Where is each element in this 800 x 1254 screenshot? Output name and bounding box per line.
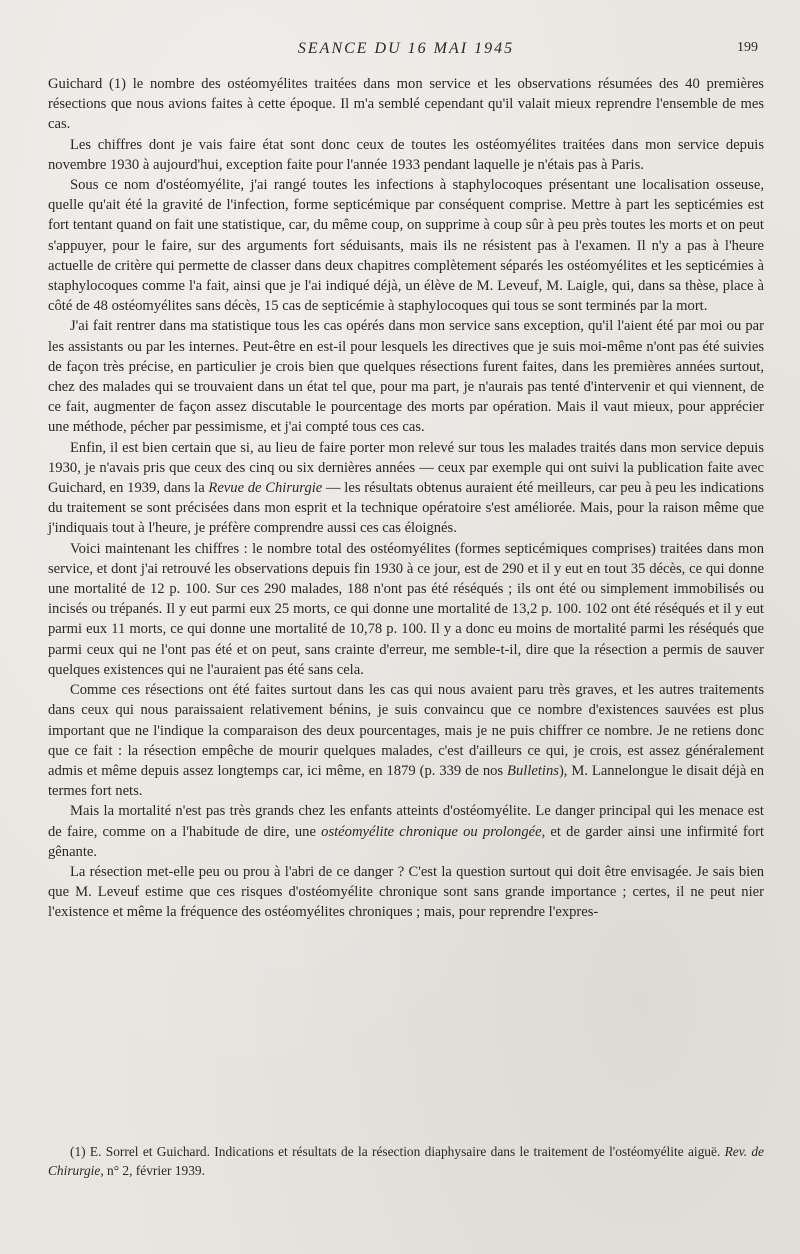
- bulletins-title: Bulletins: [507, 762, 559, 779]
- paragraph-6: Voici maintenant les chiffres : le nombre total des ostéomyélites (formes septicémiques comprises) traitées dans mon service, et dont j'ai retrouvé les observations depuis fin 1930 à ce jour, est de 290 et il y eut en tout 35 décès, ce qui donne une mortalité de 12 p. 100. Sur ces 290 malades, 188 n'ont pas été réséqués ; ils ont été ou simplement immobilisés ou incisés ou trépanés. Il y eut parmi eux 25 morts, ce qui donne une mortalité de 13,2 p. 100. 102 ont été réséqués et il y eut parmi eux 11 morts, ce qui donne une mortalité de 10,78 p. 100. Il y a donc eu moins de mortalité parmi les réséqués que parmi ceux qui ne l'ont pas été et on peut, sans crainte d'erreur, me semble-t-il, dire que la résection a permis de sauver quelques existences qui ne l'auraient pas été sans cela.: [48, 540, 764, 678]
- running-head: [48, 38, 764, 62]
- paragraph-2: Les chiffres dont je vais faire état sont donc ceux de toutes les ostéomyélites traitées dans mon service depuis novembre 1930 à aujourd'hui, exception faite pour l'année 1933 pendant laquelle je n'étais pas à Paris.: [48, 136, 764, 173]
- body-text: [48, 74, 764, 923]
- paragraph-5-text-a: Enfin, il est bien certain que si, au lieu de faire porter mon relevé sur tous les malades traités dans mon service depuis 1930, je n'avais pris que ceux des cinq ou six dernières années — ceux par exemple qui ont suivi la publication faite avec Guichard, en 1939, dans la: [48, 439, 764, 497]
- italic-term: ostéomyélite chronique ou prolongée: [321, 823, 542, 840]
- running-title: SEANCE DU 16 MAI 1945: [297, 40, 515, 57]
- footnote-text-b: , n° 2, février 1939.: [100, 1163, 205, 1178]
- paragraph-1: Guichard (1) le nombre des ostéomyélites traitées dans mon service et les observations résumées des 40 premières résections que nous avions faites à cette époque. Il m'a semblé cependant qu'il valait mieux reprendre l'ensemble de mes cas.: [48, 76, 764, 133]
- journal-title: Revue de Chirurgie: [208, 480, 323, 497]
- footnote-journal: Rev. de Chirurgie: [48, 1144, 765, 1178]
- paragraph-9: La résection met-elle peu ou prou à l'abri de ce danger ? C'est la question surtout qui doit être envisagée. Je sais bien que M. Leveuf estime que ces risques d'ostéomyélite chronique sont sans grande importance ; certes, il ne peut nier l'existence et même la fréquence des ostéomyélites chroniques ; mais, pour reprendre l'expres-: [48, 863, 764, 921]
- paragraph-8-text-a: Mais la mortalité n'est pas très grands chez les enfants atteints d'ostéomyélite. Le danger principal qui les menace est de faire, comme on a l'habitude de dire, une: [48, 803, 764, 840]
- footnote: [48, 1142, 764, 1180]
- page-number: 199: [737, 40, 758, 55]
- paragraph-5: [48, 438, 764, 539]
- paragraph-7-text-a: Comme ces résections ont été faites surtout dans les cas qui nous avaient paru très graves, et les autres traitements dans ceux qui nous paraissaient relativement bénins, je suis convaincu que ce nombre d'existences sauvées est plus important que ne l'indique la comparaison des deux pourcentages, mais je ne puis chiffrer ce nombre. Je ne retiens donc que ce fait : la résection empêche de mourir quelques malades, c'est d'ailleurs ce qui, je crois, est assez généralement admis et même depuis assez longtemps car, ici même, en 1879 (p. 339 de nos: [48, 682, 764, 779]
- paragraph-7-text-b: ), M. Lannelongue le disait déjà en termes fort nets.: [48, 762, 765, 800]
- paragraph-3: Sous ce nom d'ostéomyélite, j'ai rangé toutes les infections à staphylocoques présentant une localisation osseuse, quelle qu'ait été la gravité de l'infection, forme septicémique par conséquent comprise. Mettre à part les septicémies est fort tentant quand on fait une statistique, car, du même coup, on supprime à coup sûr à peu près toutes les morts et on peut s'appuyer, pour le faire, sur des arguments fort séduisants, mais ils ne résistent pas à l'examen. Il n'y a pas à l'heure actuelle de critère qui permette de classer dans deux chapitres complètement séparés les ostéomyélites et les septicémies à staphylocoques comme l'a fait, ainsi que je l'ai indiqué déjà, un élève de M. Leveuf, M. Laigle, qui, dans sa thèse, place à côté de 48 ostéomyélites sans décès, 15 cas de septicémie à staphylocoques qui tous se sont terminés par la mort.: [48, 177, 764, 315]
- paragraph-7: [48, 680, 764, 801]
- paragraph-8: [48, 801, 764, 862]
- paragraph-5-text-b: — les résultats obtenus auraient été meilleurs, car peu à peu les indications du traitement se sont précisées dans mon esprit et la technique opératoire s'est améliorée. Mais, pour la raison même que j'indiquais tout à l'heure, je préfère comprendre aussi ces cas éloignés.: [48, 480, 764, 537]
- paragraph-4: J'ai fait rentrer dans ma statistique tous les cas opérés dans mon service sans exception, qu'il l'aient été par moi ou par les assistants ou par les internes. Peut-être en est-il pour lesquels les directives que je suis moi-même n'ont pas été suivies de façon très précise, en particulier je crois bien que quelques résections furent faites, dans les premières années surtout, chez des malades qui se trouvaient dans un état tel que, pour ma part, je n'aurais pas tenté d'intervenir et qui viennent, de ce fait, augmenter de façon assez discutable le pourcentage des morts par opération. Mais il vaut mieux, pour apprécier une méthode, pécher par pessimisme, et j'ai compté tous ces cas.: [48, 318, 764, 436]
- paragraph-8-text-b: , et de garder ainsi une infirmité fort gênante.: [48, 823, 765, 860]
- footnote-text-a: (1) E. Sorrel et Guichard. Indications et résultats de la résection diaphysaire dans le traitement de l'ostéomyélite aiguë.: [70, 1144, 725, 1159]
